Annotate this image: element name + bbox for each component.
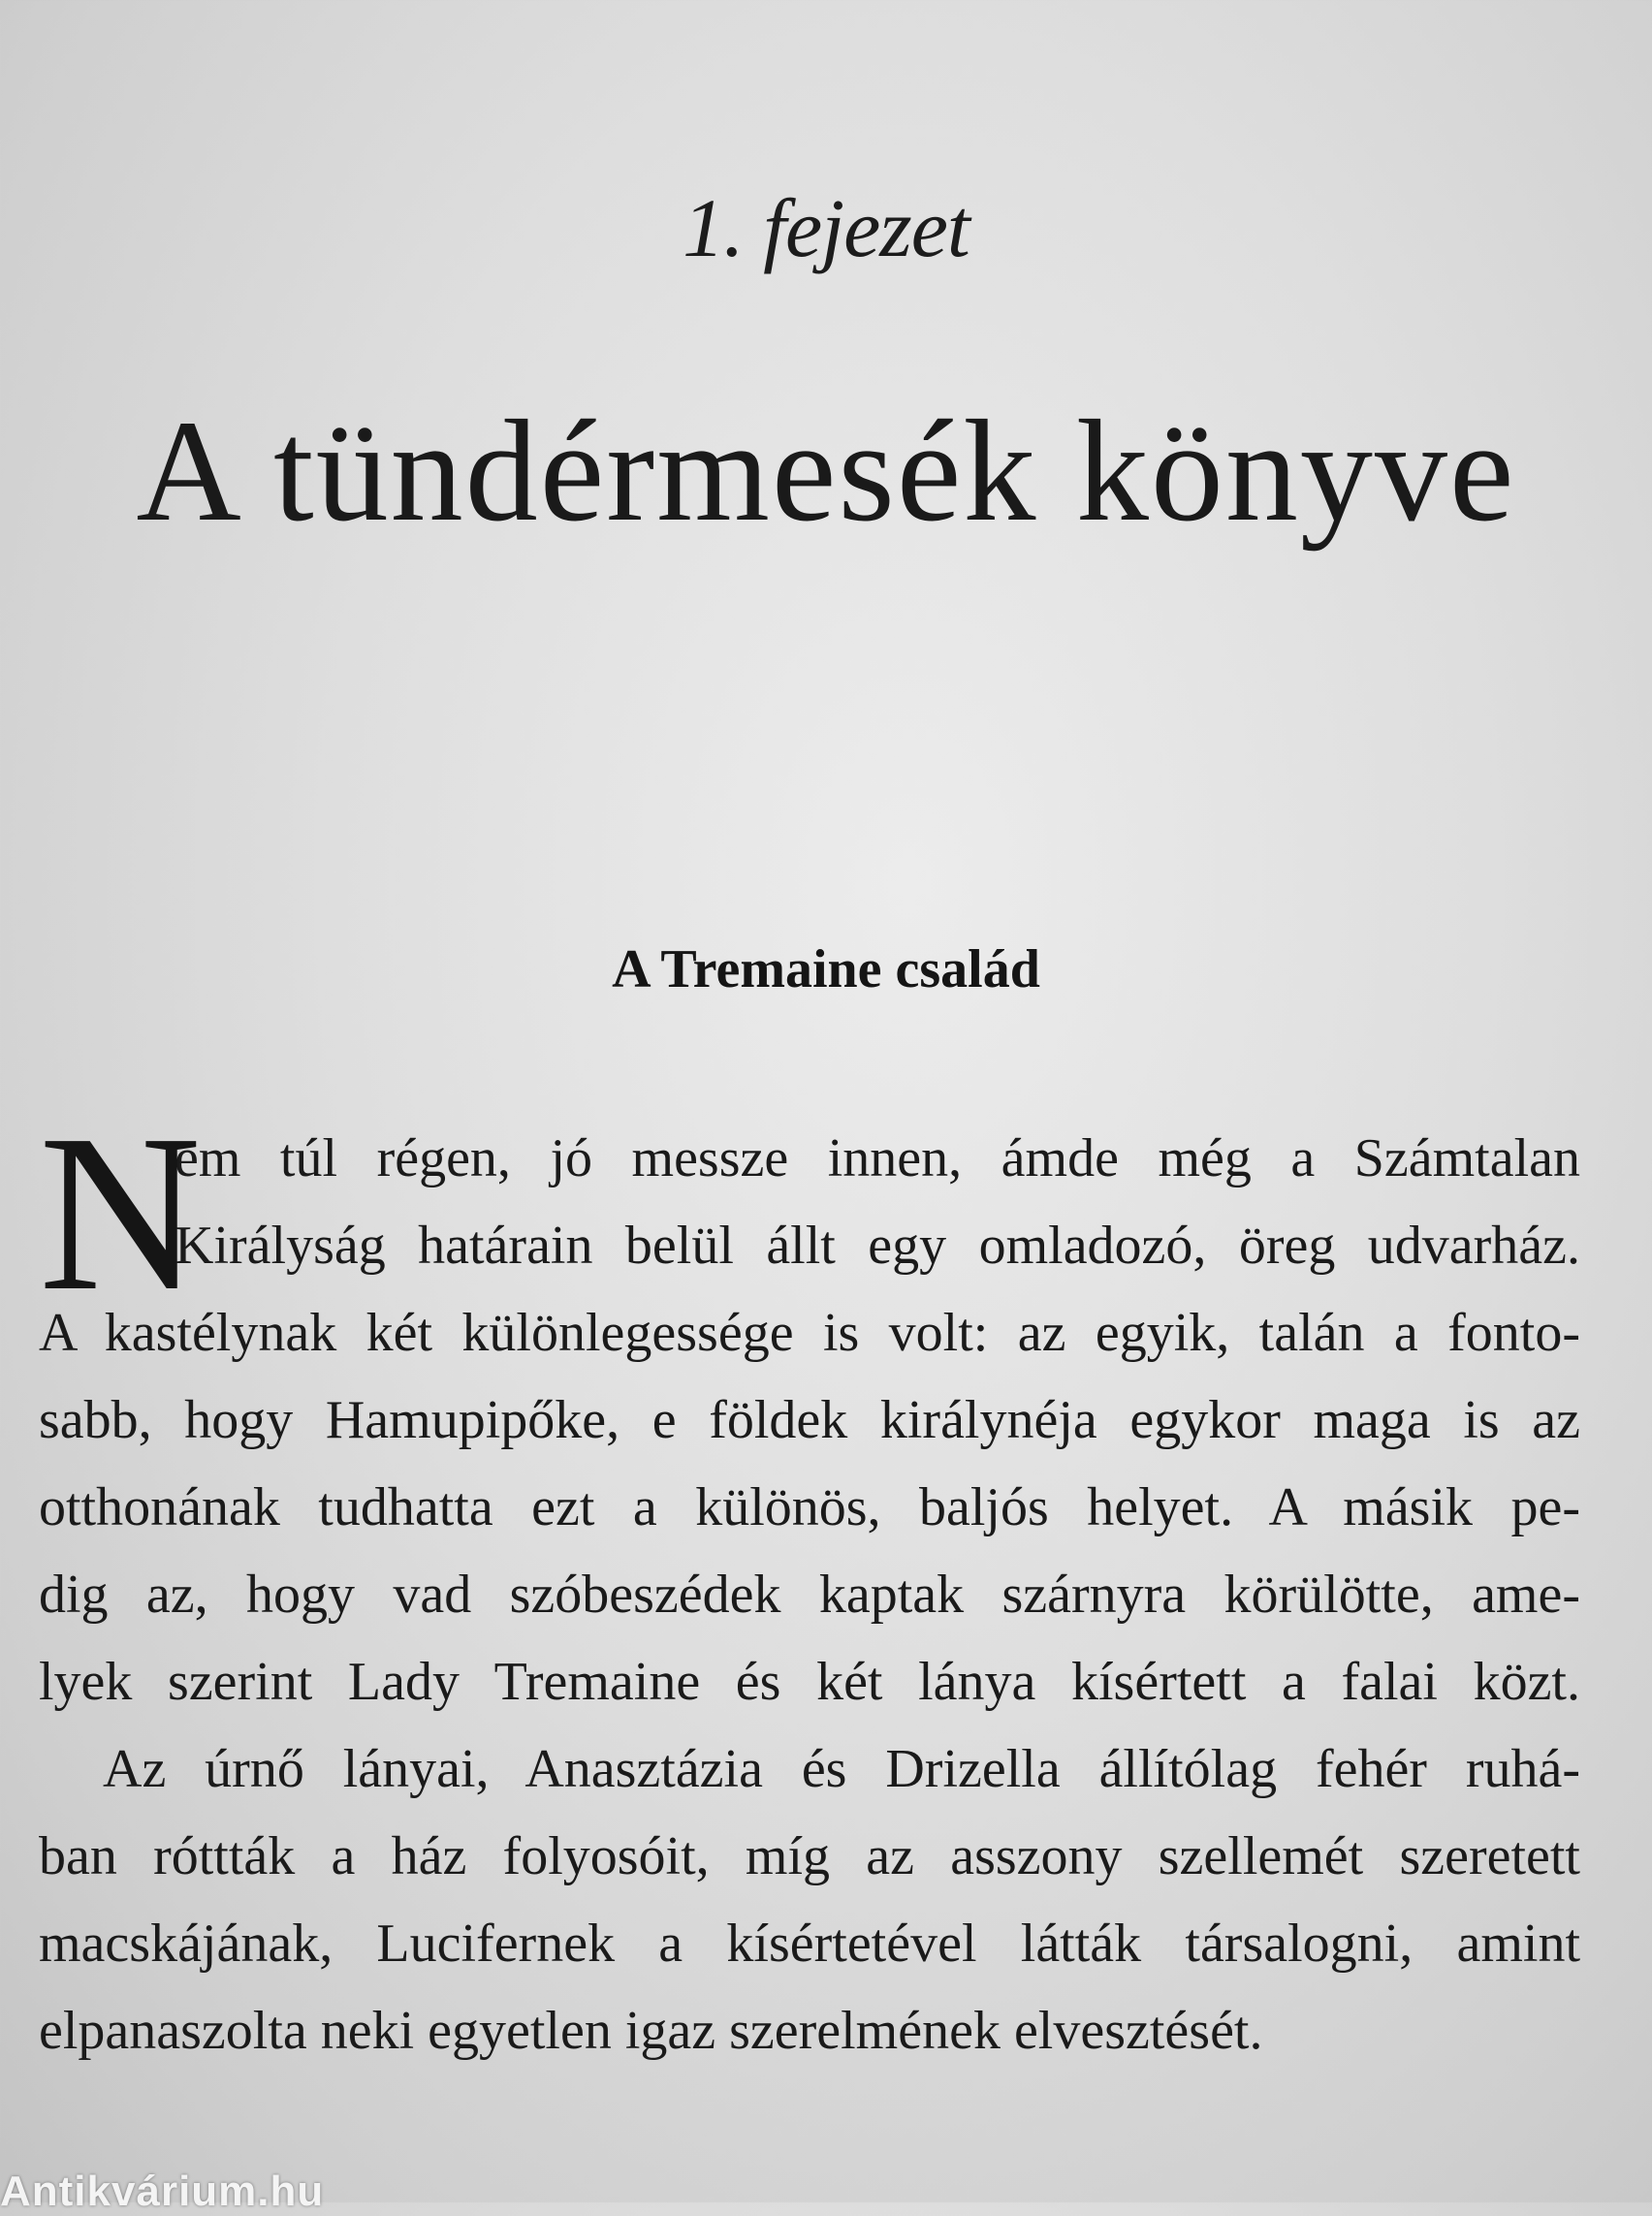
section-heading: A Tremaine család xyxy=(612,939,1040,999)
drop-cap: N xyxy=(39,1089,202,1338)
text-line: A kastélynak két különlegessége is volt: az egyik, talán a fonto- xyxy=(39,1303,1580,1363)
text-line: elpanaszolta neki egyetlen igaz szerelmének elvesztését. xyxy=(39,2001,1263,2061)
text-line: em túl régen, jó messze innen, ámde még a Számtalan xyxy=(175,1128,1580,1188)
text-line: macskájának, Lucifernek a kísértetével látták társalogni, amint xyxy=(39,1914,1580,1974)
chapter-label: 1. fejezet xyxy=(683,181,969,274)
chapter-title: A tündérmesék könyve xyxy=(136,391,1516,552)
paragraph-2 xyxy=(39,1725,1580,2074)
text-line: Királyság határain belül állt egy omladozó, öreg udvarház. xyxy=(175,1216,1580,1276)
text-line: Az úrnő lányai, Anasztázia és Drizella állítólag fehér ruhá- xyxy=(103,1739,1580,1799)
text-line: sabb, hogy Hamupipőke, e földek királynéja egykor maga is az xyxy=(39,1390,1580,1450)
watermark: Antikvárium.hu xyxy=(0,2168,325,2215)
body-text xyxy=(39,1089,1580,2074)
text-line: ban róttták a ház folyosóit, míg az asszony szellemét szeretett xyxy=(39,1826,1580,1886)
paragraph-1 xyxy=(39,1089,1580,1725)
text-line: lyek szerint Lady Tremaine és két lánya kísértett a falai közt. xyxy=(39,1652,1580,1712)
text-line: otthonának tudhatta ezt a különös, baljós helyet. A másik pe- xyxy=(39,1477,1580,1537)
text-line: dig az, hogy vad szóbeszédek kaptak szárnyra körülötte, ame- xyxy=(39,1565,1580,1625)
